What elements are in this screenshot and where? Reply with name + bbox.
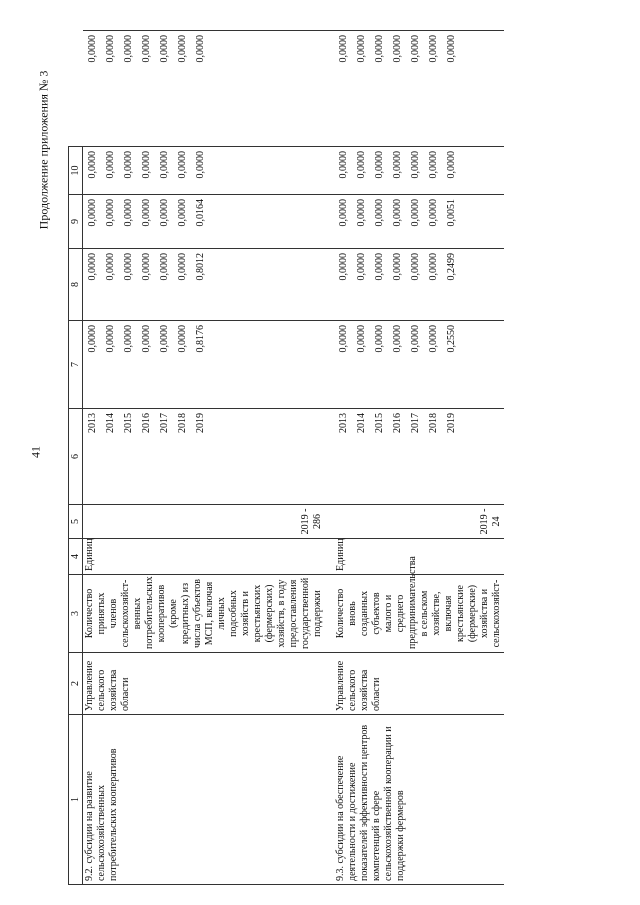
indicator-cell: Количество вновь созданных субъектов малого и среднего предпринимательства в сельском хозяйстве, включая крестьянские (фермерские) хозяйства и сельскохозяйст- bbox=[325, 575, 504, 653]
funding-value: 0,0051 bbox=[446, 199, 457, 227]
funding-value: 0,0000 bbox=[123, 253, 134, 281]
year-value: 2014 bbox=[105, 413, 116, 433]
funding-value: 0,0000 bbox=[338, 199, 349, 227]
funding-value: 0,0000 bbox=[123, 199, 134, 227]
funding-value: 0,0000 bbox=[122, 35, 134, 63]
funding-value: 0,0000 bbox=[87, 151, 98, 179]
funding-value: 0,0000 bbox=[356, 151, 367, 179]
funding-value: 0,8176 bbox=[195, 325, 206, 353]
executor-cell: Управление сельского хозяйства области bbox=[83, 653, 326, 715]
page-number: 41 bbox=[28, 446, 43, 458]
funding-value: 0,8012 bbox=[195, 253, 206, 281]
funding-cell bbox=[325, 249, 504, 321]
funding-value: 0,0000 bbox=[392, 199, 403, 227]
funding-value: 0,2499 bbox=[446, 253, 457, 281]
funding-value: 0,0000 bbox=[86, 35, 98, 63]
funding-value: 0,0000 bbox=[410, 253, 421, 281]
funding-value: 0,0000 bbox=[374, 151, 385, 179]
funding-value: 0,0000 bbox=[356, 35, 367, 63]
years-cell bbox=[83, 409, 326, 505]
row-number: 9.2. bbox=[84, 866, 95, 881]
funding-value: 0,0000 bbox=[159, 151, 170, 179]
header-cell: 8 bbox=[69, 249, 83, 321]
header-cell: 7 bbox=[69, 321, 83, 409]
funding-value: 0,2550 bbox=[446, 325, 457, 353]
year-value: 2017 bbox=[159, 413, 170, 433]
measure-cell bbox=[325, 715, 504, 885]
table-row bbox=[325, 31, 504, 885]
funding-cell bbox=[83, 195, 326, 249]
funding-cell bbox=[325, 147, 504, 195]
funding-value: 0,0000 bbox=[392, 151, 403, 179]
funding-value: 0,0000 bbox=[159, 253, 170, 281]
target-cell: 2019 - 24 bbox=[325, 505, 504, 539]
funding-value: 0,0000 bbox=[140, 35, 152, 63]
funding-value: 0,0000 bbox=[158, 35, 170, 63]
header-cell: 9 bbox=[69, 195, 83, 249]
funding-value: 0,0000 bbox=[410, 199, 421, 227]
target-cell: 2019 - 286 bbox=[83, 505, 326, 539]
funding-value: 0,0000 bbox=[177, 151, 188, 179]
year-value: 2016 bbox=[392, 413, 403, 433]
year-value: 2015 bbox=[374, 413, 385, 433]
header-row bbox=[69, 31, 83, 885]
funding-value: 0,0000 bbox=[141, 151, 152, 179]
funding-value: 0,0000 bbox=[446, 151, 457, 179]
funding-value: 0,0000 bbox=[392, 35, 403, 63]
year-value: 2015 bbox=[123, 413, 134, 433]
header-cell: 2 bbox=[69, 653, 83, 715]
funding-value: 0,0000 bbox=[428, 35, 439, 63]
unit-cell: Единиц bbox=[83, 539, 326, 575]
funding-value: 0,0000 bbox=[356, 253, 367, 281]
funding-value: 0,0000 bbox=[446, 35, 457, 63]
funding-value: 0,0000 bbox=[338, 253, 349, 281]
funding-value: 0,0000 bbox=[428, 325, 439, 353]
funding-value: 0,0000 bbox=[105, 199, 116, 227]
funding-value: 0,0000 bbox=[428, 151, 439, 179]
funding-value: 0,0000 bbox=[356, 325, 367, 353]
funding-value: 0,0000 bbox=[159, 199, 170, 227]
funding-value: 0,0000 bbox=[392, 253, 403, 281]
year-value: 2017 bbox=[410, 413, 421, 433]
funding-value: 0,0000 bbox=[87, 325, 98, 353]
funding-value: 0,0000 bbox=[123, 151, 134, 179]
funding-value: 0,0000 bbox=[374, 253, 385, 281]
funding-cell bbox=[83, 249, 326, 321]
year-value: 2018 bbox=[177, 413, 188, 433]
funding-value: 0,0000 bbox=[159, 325, 170, 353]
funding-cell bbox=[83, 321, 326, 409]
funding-value: 0,0000 bbox=[374, 35, 385, 63]
executor-cell: Управление сельского хозяйства области bbox=[325, 653, 504, 715]
funding-value: 0,0164 bbox=[195, 199, 206, 227]
funding-value: 0,0000 bbox=[123, 325, 134, 353]
funding-value: 0,0000 bbox=[105, 253, 116, 281]
funding-cell bbox=[325, 31, 504, 147]
funding-value: 0,0000 bbox=[141, 253, 152, 281]
funding-value: 0,0000 bbox=[428, 199, 439, 227]
funding-value: 0,0000 bbox=[87, 199, 98, 227]
header-cell: 3 bbox=[69, 575, 83, 653]
header-cell: 4 bbox=[69, 539, 83, 575]
funding-value: 0,0000 bbox=[104, 35, 116, 63]
table-row bbox=[83, 31, 326, 885]
funding-value: 0,0000 bbox=[410, 151, 421, 179]
indicator-cell: Количество принятых членов сельскохозяйст-венных потребительских кооперативов (кроме кредитных) из числа субъектов МСП, включая личных подсобных хозяйств и крестьянских (фермерских) хозяйств, в году предоставления государственной поддержки bbox=[83, 575, 326, 653]
funding-value: 0,0000 bbox=[177, 253, 188, 281]
funding-value: 0,0000 bbox=[374, 325, 385, 353]
funding-value: 0,0000 bbox=[338, 35, 349, 63]
funding-value: 0,0000 bbox=[105, 151, 116, 179]
year-value: 2016 bbox=[141, 413, 152, 433]
funding-value: 0,0000 bbox=[87, 253, 98, 281]
funding-value: 0,0000 bbox=[141, 199, 152, 227]
appendix-table bbox=[68, 30, 504, 885]
year-value: 2018 bbox=[428, 413, 439, 433]
funding-value: 0,0000 bbox=[105, 325, 116, 353]
years-cell bbox=[325, 409, 504, 505]
funding-value: 0,0000 bbox=[410, 325, 421, 353]
funding-value: 0,0000 bbox=[141, 325, 152, 353]
funding-value: 0,0000 bbox=[338, 325, 349, 353]
year-value: 2019 bbox=[195, 413, 206, 433]
header-cell: 6 bbox=[69, 409, 83, 505]
funding-value: 0,0000 bbox=[177, 325, 188, 353]
funding-value: 0,0000 bbox=[392, 325, 403, 353]
funding-value: 0,0000 bbox=[176, 35, 188, 63]
funding-cell bbox=[325, 321, 504, 409]
funding-value: 0,0000 bbox=[410, 35, 421, 63]
funding-value: 0,0000 bbox=[194, 35, 206, 63]
funding-cell bbox=[325, 195, 504, 249]
funding-value: 0,0000 bbox=[177, 199, 188, 227]
header-cell: 10 bbox=[69, 147, 83, 195]
year-value: 2013 bbox=[87, 413, 98, 433]
funding-value: 0,0000 bbox=[195, 151, 206, 179]
appendix-continuation-note: Продолжение приложения № 3 bbox=[36, 70, 51, 230]
rotated-table-sheet bbox=[68, 30, 618, 885]
measure-name: субсидии на развитие сельскохозяйственных потребительских кооперативов bbox=[84, 748, 119, 881]
funding-cell bbox=[83, 147, 326, 195]
measure-name: субсидии на обеспечение деятельности и достижение показателей эффективности центров компетенций в сфере сельскохозяйственной кооперации и поддержки фермеров bbox=[335, 724, 406, 881]
funding-value: 0,0000 bbox=[428, 253, 439, 281]
funding-value: 0,0000 bbox=[374, 199, 385, 227]
header-cell: 1 bbox=[69, 715, 83, 885]
funding-cell bbox=[83, 31, 326, 147]
unit-cell: Единиц bbox=[325, 539, 504, 575]
year-value: 2014 bbox=[356, 413, 367, 433]
header-cell: 5 bbox=[69, 505, 83, 539]
funding-value: 0,0000 bbox=[356, 199, 367, 227]
year-value: 2019 bbox=[446, 413, 457, 433]
funding-value: 0,0000 bbox=[338, 151, 349, 179]
row-number: 9.3. bbox=[335, 866, 346, 881]
measure-cell bbox=[83, 715, 326, 885]
year-value: 2013 bbox=[338, 413, 349, 433]
